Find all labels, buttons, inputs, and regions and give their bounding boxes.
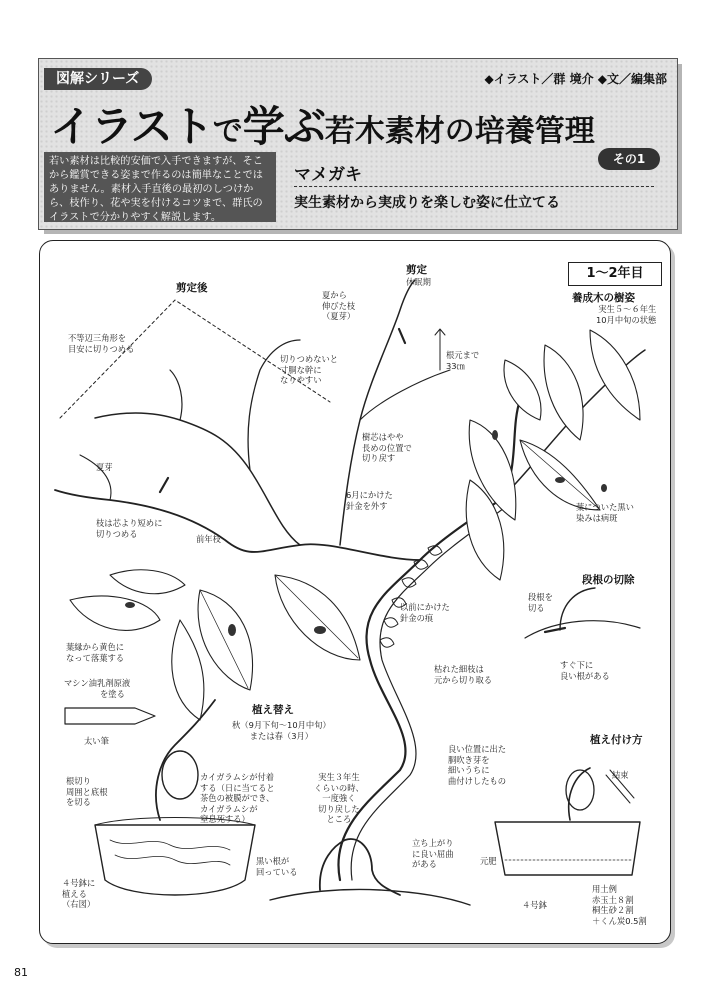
label-triangle: 不等辺三角形を 目安に切りつめる bbox=[68, 333, 135, 354]
trunk-base bbox=[320, 839, 400, 895]
heading-pruned: 剪定後 bbox=[176, 282, 208, 294]
label-dormant: 休眠期 bbox=[406, 277, 431, 287]
label-soil-mix: 用土例 赤玉土８割 桐生砂２割 ＋くん炭0.5割 bbox=[592, 884, 647, 926]
heading-planting: 植え付け方 bbox=[590, 734, 643, 746]
label-prev-branch: 前年枝 bbox=[196, 534, 221, 544]
label-good-roots: すぐ下に 良い根がある bbox=[560, 660, 610, 681]
series-tag: 図解シリーズ bbox=[44, 68, 152, 90]
label-bind: 結束 bbox=[612, 770, 629, 780]
leaf bbox=[70, 596, 160, 630]
label-leaf-spots: 葉についた黒い 染みは病斑 bbox=[576, 502, 634, 523]
wire-coil bbox=[380, 546, 442, 647]
heading-root-cut: 段根の切除 bbox=[582, 574, 635, 586]
pot-right bbox=[495, 822, 640, 875]
leaf bbox=[590, 330, 640, 420]
label-weak-cut: 枝は芯より短めに 切りつめる bbox=[96, 518, 163, 539]
ground bbox=[270, 889, 470, 905]
label-brush: 太い筆 bbox=[84, 736, 109, 746]
height-arrow bbox=[435, 329, 445, 370]
label-black-roots: 黒い根が 回っている bbox=[256, 856, 298, 877]
title-part-2: で bbox=[212, 114, 243, 149]
label-repot-time: 秋（9月下旬～10月中旬） または春（3月） bbox=[232, 720, 331, 741]
year-box: 1～2年目 bbox=[568, 262, 662, 286]
label-apex-cut: 樹芯はやや 長めの位置で 切り戻す bbox=[362, 432, 412, 463]
label-pot4-small: ４号鉢 bbox=[522, 900, 547, 910]
label-machine-oil: マシン油乳剤原液 を塗る bbox=[64, 678, 131, 699]
label-dead-twig: 枯れた細枝は 元から切り取る bbox=[434, 664, 493, 685]
brush bbox=[65, 708, 155, 724]
label-root-height: 根元まで 33㎝ bbox=[446, 350, 480, 371]
label-cut-thin: 切りつめないと 寸胴な幹に なりやすい bbox=[280, 354, 339, 385]
title-part-3: 学ぶ bbox=[242, 102, 325, 151]
credit-line: ◆イラスト／群 境介 ◆文／編集部 bbox=[484, 72, 667, 86]
label-good-buds: 良い位置に出た 胴吹き芽を 細いうちに 曲付けしたもの bbox=[448, 744, 507, 786]
heading-pruning: 剪定 bbox=[406, 264, 427, 276]
right-seedling bbox=[569, 768, 590, 820]
label-base-fert: 元肥 bbox=[480, 856, 497, 866]
title-part-4: 若木素材の培養管理 bbox=[324, 114, 595, 149]
label-root-cut: 段根を 切る bbox=[528, 592, 553, 613]
subtitle: 実生素材から実成りを楽しむ姿に仕立てる bbox=[294, 195, 560, 211]
leaf bbox=[172, 620, 204, 720]
label-summer-bud: 夏芽 bbox=[96, 462, 113, 472]
label-pot4: ４号鉢に 植える （右図） bbox=[62, 878, 96, 909]
intro-text: 若い素材は比較的安価で入手できますが、そこから鑑賞できる姿まで作るのは簡単なことではありません。素材入手直後の最初のしつけから、枝作り、花や実を付けるコツまで、群氏のイラストで分かりやすく解説します。 bbox=[44, 152, 276, 222]
label-yellow-leaves: 葉縁から黄色に なって落葉する bbox=[66, 642, 125, 663]
label-root-trim: 根切り 周囲と底根 を切る bbox=[66, 776, 108, 807]
heading-nursery: 養成木の樹姿 bbox=[572, 292, 635, 304]
label-rise-curve: 立ち上がり に良い屈曲 がある bbox=[412, 838, 454, 869]
label-wire-off: 6月にかけた 針金を外す bbox=[346, 490, 393, 511]
label-summer-branch: 夏から 伸びた枝 （夏芽） bbox=[322, 290, 356, 321]
leaf bbox=[504, 360, 541, 420]
label-seedling: 実生３年生 くらいの時、 一度強く 切り戻した ところ bbox=[314, 772, 364, 824]
title-part-1: イラスト bbox=[50, 102, 213, 151]
part-badge: その1 bbox=[598, 148, 660, 170]
heading-repot: 植え替え bbox=[252, 704, 294, 716]
leaf bbox=[198, 590, 253, 690]
label-wire-scar: 以前にかけた 針金の痕 bbox=[400, 602, 450, 623]
species-name: マメガキ bbox=[294, 165, 362, 185]
label-nursery-desc: 実生５～６年生 10月中旬の状態 bbox=[596, 304, 657, 325]
leaf bbox=[110, 570, 185, 594]
leaf bbox=[544, 345, 583, 440]
page-number: 81 bbox=[14, 966, 28, 979]
root-cut-mound bbox=[525, 621, 640, 638]
label-scale-insect: カイガラムシが付着 する（日に当てると 茶色の被膜ができ、 カイガラムシが 窒息死する） bbox=[200, 772, 275, 824]
